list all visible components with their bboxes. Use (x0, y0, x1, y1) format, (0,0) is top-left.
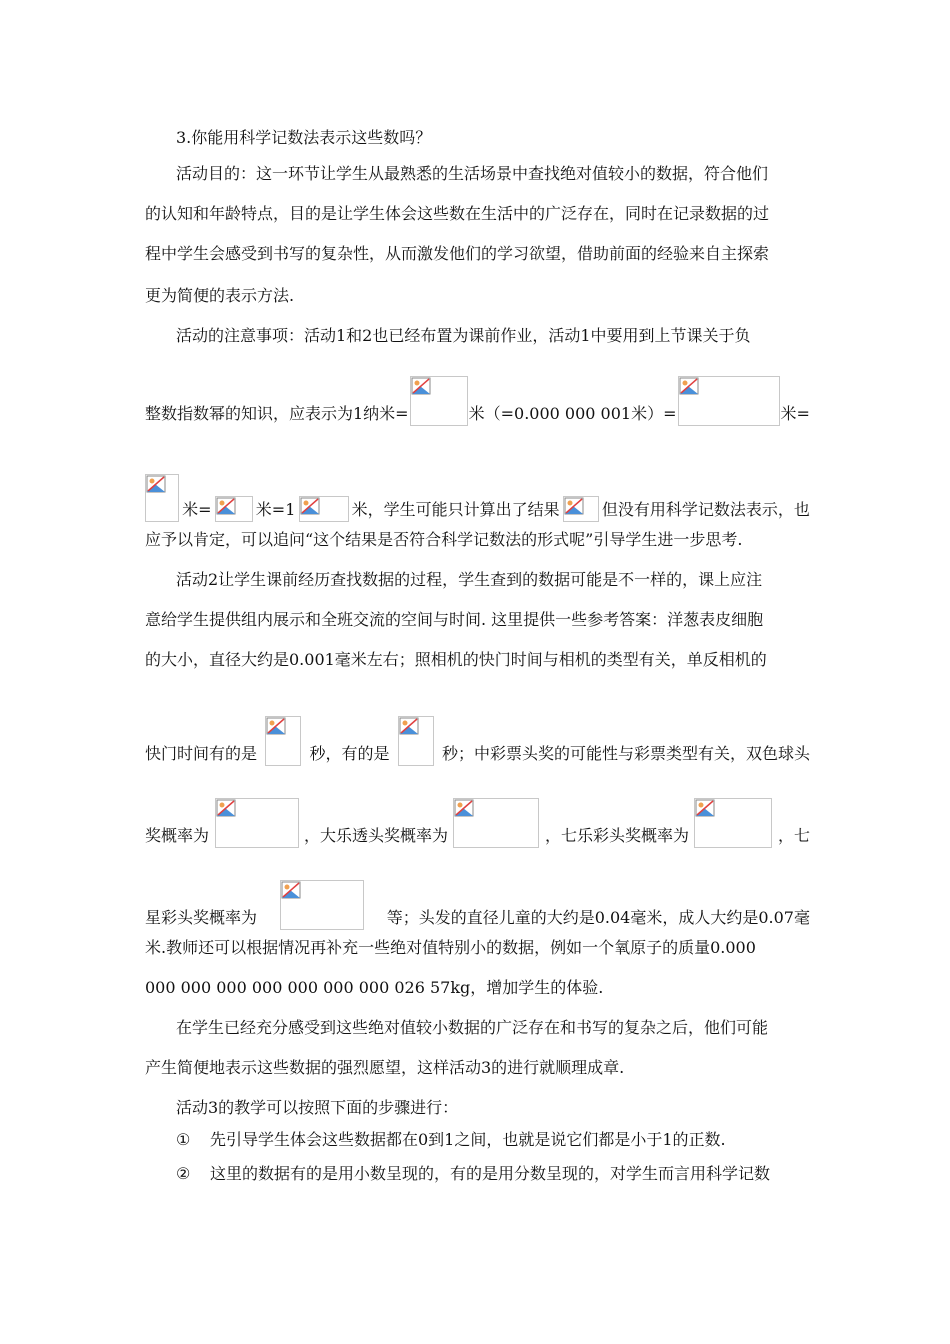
text-line: 米= 米=1 米，学生可能只计算出了结果 但没有用科学记数法表示，也 (145, 474, 810, 522)
text-line: 活动2让学生课前经历查找数据的过程，学生查到的数据可能是不一样的，课上应注 (176, 570, 763, 589)
list-item: ① 先引导学生体会这些数据都在0到1之间，也就是说它们都是小于1的正数. (176, 1128, 810, 1152)
broken-image-icon (265, 716, 301, 766)
broken-image-icon (280, 880, 364, 930)
list-item: ② 这里的数据有的是用小数呈现的，有的是用分数呈现的，对学生而言用科学记数 (176, 1162, 810, 1186)
text-line: 星彩头奖概率为 等；头发的直径儿童的大约是0.04毫米，成人大约是0.07毫 (145, 880, 810, 930)
broken-image-icon (398, 716, 434, 766)
broken-image-icon (215, 496, 253, 522)
text-line: 的大小，直径大约是0.001毫米左右；照相机的快门时间与相机的类型有关，单反相机的 (145, 650, 767, 669)
text-line: 活动3的教学可以按照下面的步骤进行： (176, 1098, 459, 1117)
text-line: 程中学生会感受到书写的复杂性，从而激发他们的学习欲望，借助前面的经验来自主探索 (145, 244, 770, 263)
text-line: 整数指数幂的知识，应表示为1纳米= 米（=0.000 000 001米）= 米= (145, 392, 810, 426)
section-heading: 3.你能用科学记数法表示这些数吗？ (176, 128, 432, 147)
text-line: 000 000 000 000 000 000 000 026 57kg，增加学生的体验. (145, 978, 604, 997)
broken-image-icon (145, 474, 179, 522)
text-line: 快门时间有的是 秒，有的是 秒；中彩票头奖的可能性与彩票类型有关，双色球头 (145, 716, 810, 766)
list-marker: ① (176, 1130, 191, 1149)
broken-image-icon (694, 798, 772, 848)
text-line: 活动目的：这一环节让学生从最熟悉的生活场景中查找绝对值较小的数据，符合他们 (176, 164, 769, 183)
broken-image-icon (410, 376, 468, 426)
broken-image-icon (453, 798, 539, 848)
broken-image-icon (215, 798, 299, 848)
text-line: 意给学生提供组内展示和全班交流的空间与时间. 这里提供一些参考答案：洋葱表皮细胞 (145, 610, 764, 629)
text-line: 奖概率为 ，大乐透头奖概率为 ，七乐彩头奖概率为 ，七 (145, 798, 810, 848)
broken-image-icon (678, 376, 780, 426)
text-line: 的认知和年龄特点，目的是让学生体会这些数在生活中的广泛存在，同时在记录数据的过 (145, 204, 770, 223)
broken-image-icon (563, 496, 599, 522)
text-line: 更为简便的表示方法. (145, 286, 295, 305)
broken-image-icon (299, 496, 349, 522)
text-line: 产生简便地表示这些数据的强烈愿望，这样活动3的进行就顺理成章. (145, 1058, 625, 1077)
text-line: 应予以肯定，可以追问“这个结果是否符合科学记数法的形式呢”引导学生进一步思考. (145, 530, 743, 549)
text-line: 活动的注意事项：活动1和2也已经布置为课前作业，活动1中要用到上节课关于负 (176, 326, 751, 345)
text-line: 米.教师还可以根据情况再补充一些绝对值特别小的数据，例如一个氧原子的质量0.000 (145, 938, 756, 957)
list-marker: ② (176, 1164, 191, 1183)
text-line: 在学生已经充分感受到这些绝对值较小数据的广泛存在和书写的复杂之后，他们可能 (176, 1018, 769, 1037)
